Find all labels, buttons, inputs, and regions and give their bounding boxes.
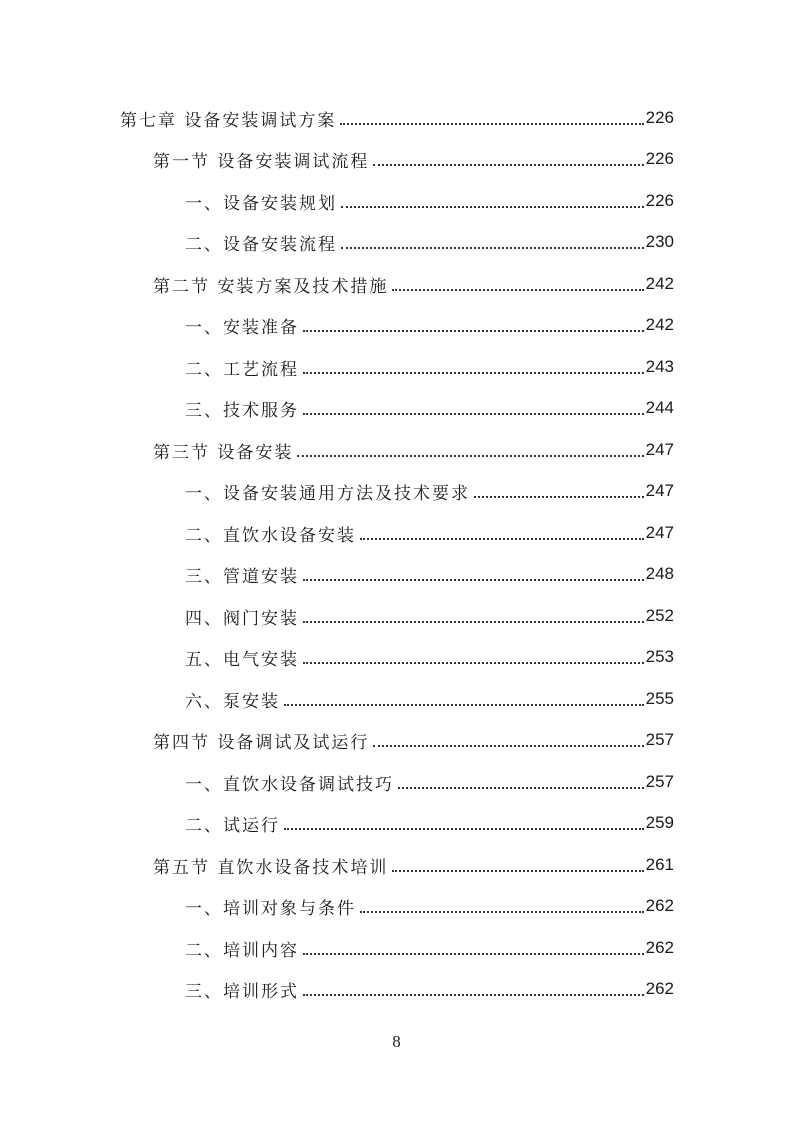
toc-entry-page: 262 <box>645 979 674 998</box>
toc-entry-page: 242 <box>645 274 674 293</box>
toc-entry-item[interactable] <box>185 601 674 631</box>
toc-entry-item[interactable] <box>185 684 674 714</box>
toc-entry-page: 259 <box>645 813 674 832</box>
dot-leader <box>340 123 643 125</box>
toc-entry-item[interactable] <box>185 933 674 963</box>
toc-entry-page: 247 <box>645 481 674 500</box>
toc-entry-item[interactable] <box>185 808 674 838</box>
toc-entry-title: 一、设备安装通用方法及技术要求 <box>185 483 470 504</box>
toc-entry-title: 三、管道安装 <box>185 566 299 587</box>
page-number: 8 <box>392 1032 401 1051</box>
dot-leader <box>341 206 644 208</box>
toc-entry-title: 一、培训对象与条件 <box>185 898 356 919</box>
toc-entry-item[interactable] <box>185 476 674 506</box>
dot-leader <box>373 164 643 166</box>
dot-leader <box>284 828 644 830</box>
toc-entry-section[interactable] <box>153 144 674 174</box>
dot-leader <box>360 911 644 913</box>
toc-entry-title: 五、电气安装 <box>185 649 299 670</box>
toc-entry-section[interactable] <box>153 725 674 755</box>
toc-entry-page: 261 <box>645 855 674 874</box>
toc-entry-item[interactable] <box>185 227 674 257</box>
toc-entry-page: 257 <box>645 772 674 791</box>
toc-entry-section[interactable] <box>153 269 674 299</box>
toc-entry-page: 243 <box>645 357 674 376</box>
toc-entry-title: 二、设备安装流程 <box>185 234 337 255</box>
toc-entry-item[interactable] <box>185 891 674 921</box>
toc-entry-title: 第四节 设备调试及试运行 <box>153 732 370 753</box>
toc-entry-section[interactable] <box>153 435 674 465</box>
toc-entry-item[interactable] <box>185 310 674 340</box>
toc-entry-page: 248 <box>645 564 674 583</box>
toc-entry-page: 226 <box>645 108 674 127</box>
toc-entry-title: 二、试运行 <box>185 815 280 836</box>
toc-entry-title: 一、设备安装规划 <box>185 193 337 214</box>
toc-entry-title: 第五节 直饮水设备技术培训 <box>153 857 389 878</box>
toc-entry-item[interactable] <box>185 642 674 672</box>
dot-leader <box>398 787 644 789</box>
toc-entry-page: 262 <box>645 896 674 915</box>
toc-entry-item[interactable] <box>185 559 674 589</box>
toc-entry-title: 二、直饮水设备安装 <box>185 525 356 546</box>
toc-entry-item[interactable] <box>185 186 674 216</box>
toc-entry-item[interactable] <box>185 352 674 382</box>
toc-entry-page: 255 <box>645 689 674 708</box>
toc-entry-title: 二、工艺流程 <box>185 359 299 380</box>
toc-entry-item[interactable] <box>185 767 674 797</box>
dot-leader <box>474 496 644 498</box>
toc-entry-page: 226 <box>645 191 674 210</box>
toc-entry-page: 226 <box>645 149 674 168</box>
dot-leader <box>392 870 643 872</box>
toc-entry-item[interactable] <box>185 974 674 1004</box>
toc-entry-title: 第三节 设备安装 <box>153 442 294 463</box>
toc-entry-page: 253 <box>645 647 674 666</box>
toc-entry-title: 第一节 设备安装调试流程 <box>153 151 370 172</box>
dot-leader <box>303 994 644 996</box>
dot-leader <box>341 247 644 249</box>
dot-leader <box>303 330 644 332</box>
dot-leader <box>297 455 643 457</box>
dot-leader <box>392 289 643 291</box>
dot-leader <box>303 953 644 955</box>
dot-leader <box>303 579 644 581</box>
toc-entry-title: 第七章 设备安装调试方案 <box>120 110 337 131</box>
toc-entry-title: 三、培训形式 <box>185 981 299 1002</box>
toc-entry-title: 三、技术服务 <box>185 400 299 421</box>
toc-entry-page: 242 <box>645 315 674 334</box>
toc-entry-page: 244 <box>645 398 674 417</box>
toc-entry-page: 230 <box>645 232 674 251</box>
dot-leader <box>303 413 644 415</box>
toc-entry-title: 一、安装准备 <box>185 317 299 338</box>
toc-entry-page: 247 <box>645 440 674 459</box>
dot-leader <box>303 621 644 623</box>
toc-entry-page: 262 <box>645 938 674 957</box>
dot-leader <box>303 372 644 374</box>
toc-entry-section[interactable] <box>153 850 674 880</box>
toc-entry-item[interactable] <box>185 518 674 548</box>
toc-entry-title: 第二节 安装方案及技术措施 <box>153 276 389 297</box>
toc-entry-page: 252 <box>645 606 674 625</box>
toc-entry-chapter[interactable] <box>120 103 674 133</box>
toc-entry-title: 六、泵安装 <box>185 691 280 712</box>
toc-entry-title: 二、培训内容 <box>185 940 299 961</box>
dot-leader <box>360 538 644 540</box>
dot-leader <box>284 704 644 706</box>
toc-entry-item[interactable] <box>185 393 674 423</box>
toc-entry-page: 247 <box>645 523 674 542</box>
toc-entry-title: 一、直饮水设备调试技巧 <box>185 774 394 795</box>
dot-leader <box>373 745 643 747</box>
toc-entry-page: 257 <box>645 730 674 749</box>
dot-leader <box>303 662 644 664</box>
toc-entry-title: 四、阀门安装 <box>185 608 299 629</box>
